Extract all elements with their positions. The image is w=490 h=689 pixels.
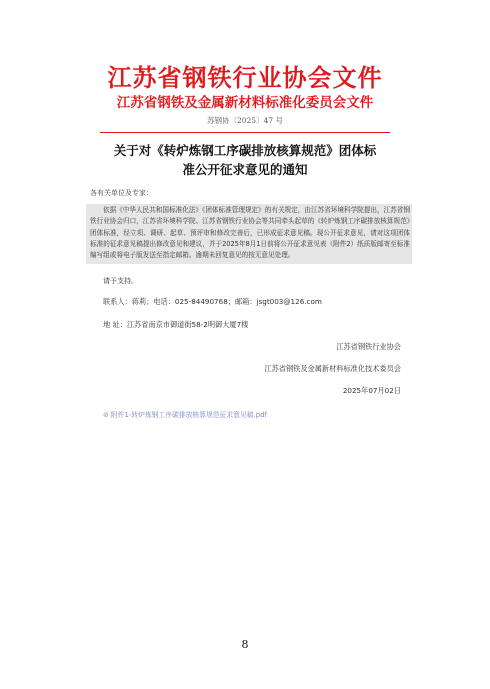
notice-title-line1: 关于对《转炉炼钢工序碳排放核算规范》团体标 [113,143,377,158]
header-subtitle: 江苏省钢铁及金属新材料标准化委员会文件 [116,95,374,111]
attachment-link[interactable] [103,410,267,420]
header-divider [100,132,390,133]
signature-date: 2025年07月02日 [342,386,401,395]
address-info: 地 址：江苏省南京市御道街58-2明御大厦7楼 [103,320,249,329]
attachment-label: 附件1-转炉炼钢工序碳排放核算规范征求意见稿.pdf [110,411,267,419]
notice-title-line2: 准公开征求意见的通知 [182,162,308,177]
closing-line: 请予支持。 [103,277,138,285]
notice-body[interactable]: 依据《中华人民共和国标准化法》《团体标准管理规定》的有关规定，由江苏省环境科学院提出，江苏省钢铁行业协会归口，江苏省环境科学院、江苏省钢铁行业协会等共同牵头起草的《转炉炼钢工序碳排放核算规范》团体标准，经立项、调研、起草、预评审和修改完善后，已形成征求意见稿。现公开征求意见，请对这项团体标准的征求意见稿提出修改意见和建议，并于2025年8月1日前将公开征求意见表（附件2）纸质版邮寄至标准编写组或将电子版发送至指定邮箱。逾期未回复意见的按无意见处理。 [90,206,410,260]
salutation: 各有关单位及专家： [90,189,153,197]
signature-org2: 江苏省钢铁及金属新材料标准化技术委员会 [264,364,401,373]
contact-info: 联系人：蒋莉；电话：025-84490768；邮箱：jsgt003@126.com [103,297,322,306]
page-number: 8 [241,638,249,651]
attachment-icon: ⊘ [103,411,109,419]
document-number: 苏钢协〔2025〕47 号 [206,116,283,125]
signature-org1: 江苏省钢铁行业协会 [336,342,401,351]
header-title: 江苏省钢铁行业协会文件 [107,63,383,92]
notice-title [100,141,390,179]
